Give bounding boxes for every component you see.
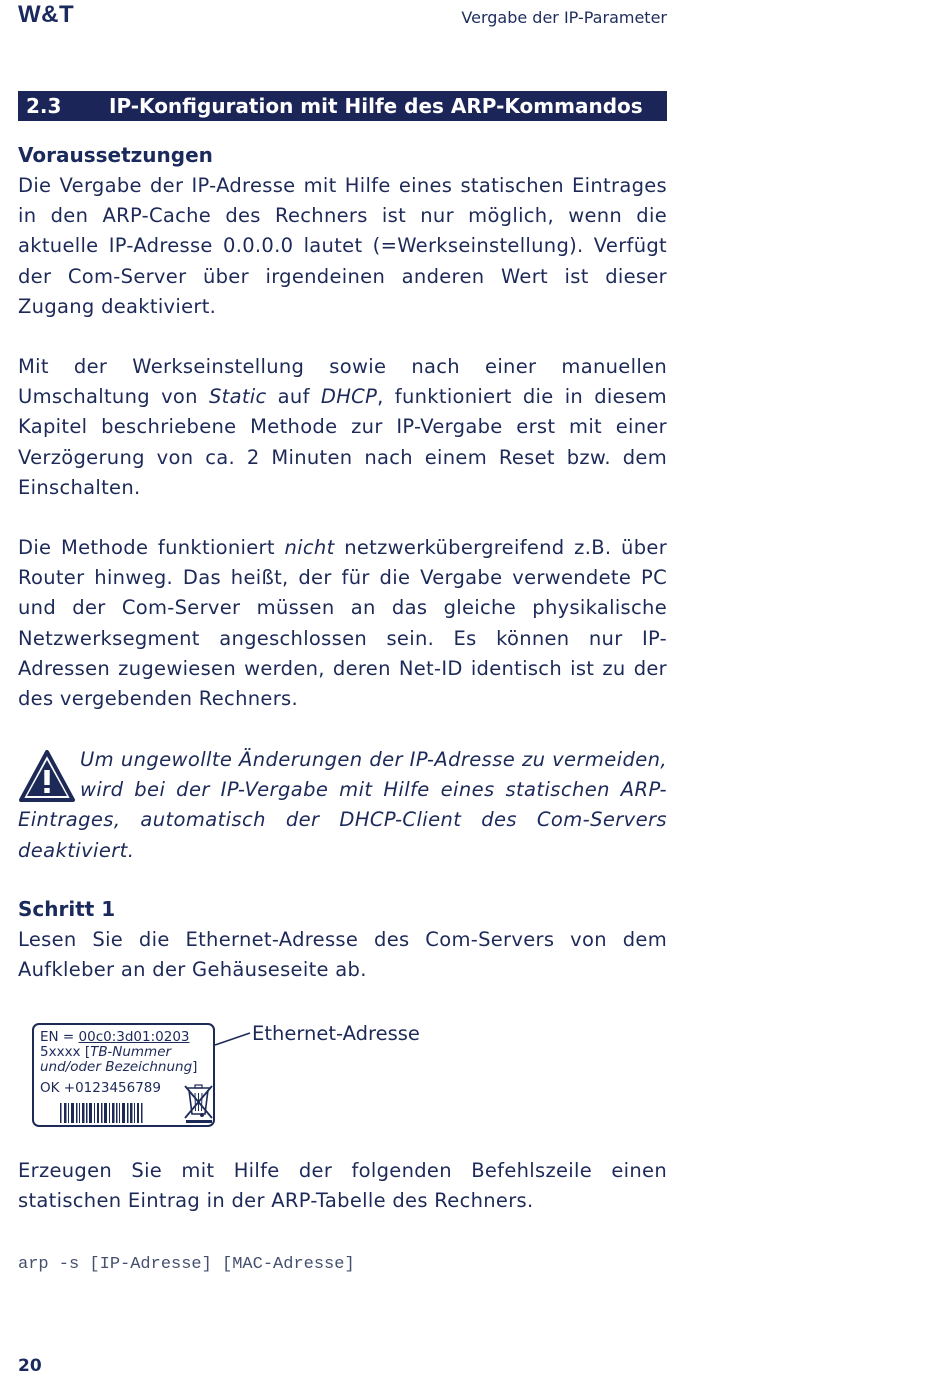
- step1-instruction: Erzeugen Sie mit Hilfe der folgenden Befehlszeile einen statischen Eintrag in der ARP-Tabelle des Rechners.: [18, 1159, 667, 1213]
- section-number: 2.3: [26, 94, 62, 118]
- static-term: Static: [208, 385, 267, 409]
- device-label-figure: [32, 1023, 432, 1133]
- warning-text: Um ungewollte Änderungen der IP-Adresse zu vermeiden, wird bei der IP-Vergabe mit Hilfe eines statischen ARP-Eintrages, automatisch der DHCP-Client des Com-Servers deaktiviert.: [18, 748, 667, 862]
- warning-note: [18, 745, 667, 866]
- prerequisites-paragraph-2: Mit der Werkseinstellung sowie nach einer manuellen Umschaltung von Static auf DHCP, funktioniert die in diesem Kapitel beschriebene Methode zur IP-Vergabe erst mit einer Verzögerung von ca. 2 Minuten nach einem Reset bzw. dem Einschalten.: [18, 355, 667, 499]
- step1-text: Lesen Sie die Ethernet-Adresse des Com-Servers von dem Aufkleber an der Gehäuseseite ab.: [18, 928, 667, 982]
- step1-heading: Schritt 1: [18, 897, 116, 921]
- dhcp-term: DHCP: [320, 385, 378, 409]
- prerequisites-paragraph-3: Die Methode funktioniert nicht netzwerkübergreifend z.B. über Router hinweg. Das heißt, der für die Vergabe verwendete PC und der Com-Server müssen an das gleiche physikalische Netzwerksegment angeschlossen sein. Es können nur IP-Adressen zugewiesen werden, deren Net-ID identisch ist zu der des vergebenden Rechners.: [18, 536, 668, 711]
- nicht-term: nicht: [284, 536, 335, 559]
- label-ethernet-line: EN = 00c0:3d01:0203: [40, 1029, 190, 1045]
- brand-logo: W&T: [18, 1, 75, 28]
- label-ethernet-value: 00c0:3d01:0203: [78, 1029, 190, 1045]
- prerequisites-heading: Voraussetzungen: [18, 143, 213, 167]
- label-ok-line: OK +0123456789: [40, 1080, 161, 1096]
- label-designation-line: und/oder Bezeichnung]: [40, 1059, 198, 1075]
- label-tb-line: 5xxxx [TB-Nummer: [40, 1044, 172, 1060]
- warning-triangle-icon: [18, 749, 76, 803]
- running-header: Vergabe der IP-Parameter: [461, 8, 667, 27]
- weee-crossed-bin-icon: [184, 1084, 214, 1124]
- prerequisites-paragraph-1: Die Vergabe der IP-Adresse mit Hilfe eines statischen Eintrages in den ARP-Cache des Rechners ist nur möglich, wenn die aktuelle IP-Adresse 0.0.0.0 lautet (=Werkseinstellung). Verfügt der Com-Server über irgendeinen anderen Wert ist dieser Zugang deaktiviert.: [18, 174, 667, 318]
- ethernet-address-callout: Ethernet-Adresse: [252, 1022, 420, 1045]
- barcode-icon: [60, 1103, 150, 1123]
- arp-command: arp -s [IP-Adresse] [MAC-Adresse]: [18, 1255, 355, 1274]
- section-heading: [18, 91, 667, 121]
- callout-leader-line: [32, 1023, 272, 1053]
- page-number: 20: [18, 1356, 42, 1376]
- section-title: IP-Konfiguration mit Hilfe des ARP-Kommandos: [109, 94, 643, 118]
